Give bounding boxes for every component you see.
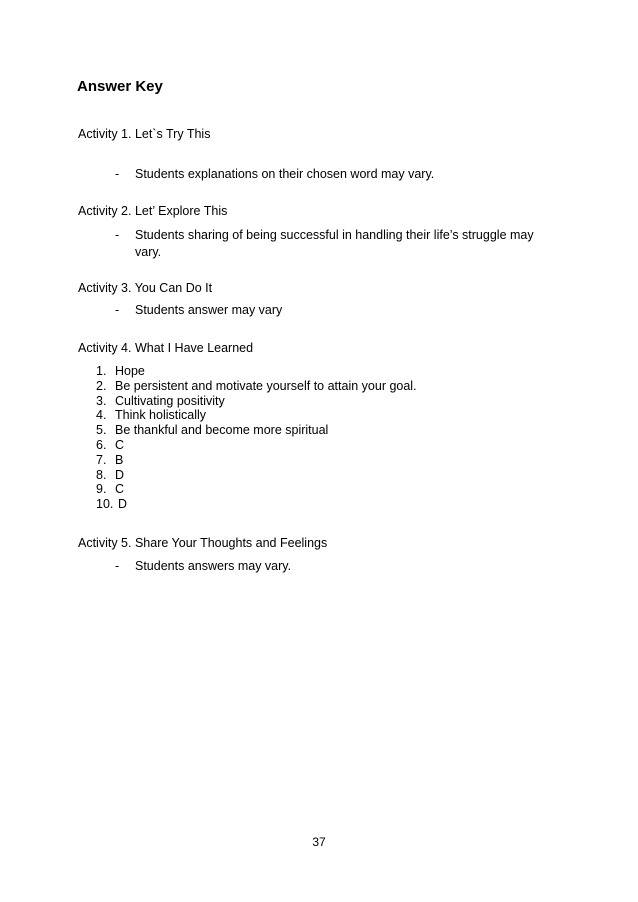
list-item-number: 3. (96, 393, 107, 408)
list-item-number: 10. (96, 497, 114, 512)
page-number: 37 (312, 835, 326, 849)
list-item-number: 7. (96, 452, 107, 467)
list-item-number: 8. (96, 467, 107, 482)
activity-2-answer (115, 227, 555, 261)
page-title: Answer Key (77, 78, 163, 95)
list-item-text: D (118, 497, 128, 512)
activity-3-answer-text: Students answer may vary (135, 303, 283, 317)
activity-1-heading: Activity 1. Let`s Try This (78, 127, 211, 141)
list-item-text: Cultivating positivity (115, 393, 225, 408)
activity-2-heading: Activity 2. Let’ Explore This (78, 204, 228, 218)
list-item-text: B (115, 452, 124, 467)
activity-5-heading: Activity 5. Share Your Thoughts and Feelings (78, 536, 328, 550)
activity-1-answer-text: Students explanations on their chosen word may vary. (135, 167, 435, 181)
list-item (96, 497, 417, 512)
activity-3-answer (115, 302, 555, 319)
bullet-dash: - (115, 559, 120, 573)
list-item (96, 394, 417, 409)
list-item-text: Be persistent and motivate yourself to attain your goal. (115, 378, 417, 393)
list-item-text: Think holistically (115, 408, 207, 423)
activity-1-answer (115, 166, 555, 183)
bullet-dash: - (115, 167, 120, 181)
learned-list (96, 364, 417, 512)
list-item-text: D (115, 467, 125, 482)
list-item-text: C (115, 437, 125, 452)
activity-2-answer-text: Students sharing of being successful in handling their life’s struggle may vary. (135, 228, 534, 259)
list-item-number: 4. (96, 408, 107, 423)
list-item (96, 482, 417, 497)
list-item (96, 364, 417, 379)
list-item-number: 6. (96, 437, 107, 452)
list-item (96, 423, 417, 438)
list-item (96, 453, 417, 468)
list-item (96, 408, 417, 423)
list-item (96, 438, 417, 453)
list-item-text: C (115, 482, 125, 497)
list-item-text: Hope (115, 364, 145, 378)
activity-5-answer-text: Students answers may vary. (135, 559, 292, 573)
list-item (96, 468, 417, 483)
bullet-dash: - (115, 303, 120, 317)
list-item-number: 2. (96, 378, 107, 393)
activity-4-heading: Activity 4. What I Have Learned (78, 341, 254, 355)
bullet-dash: - (115, 228, 120, 242)
activity-3-heading: Activity 3. You Can Do It (78, 281, 213, 295)
list-item (96, 379, 417, 394)
list-item-number: 9. (96, 482, 107, 497)
list-item-number: 5. (96, 423, 107, 438)
activity-5-answer (115, 558, 555, 575)
list-item-number: 1. (96, 364, 107, 378)
list-item-text: Be thankful and become more spiritual (115, 423, 329, 438)
